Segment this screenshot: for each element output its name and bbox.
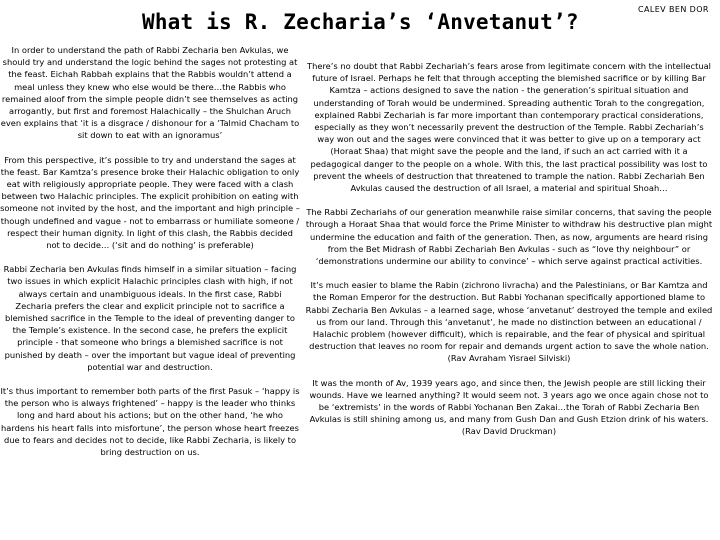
left-paragraph-1: In order to understand the path of Rabbi Zecharia ben Avkulas, we should try and understand the logic behind the sages not protesting at the feast. Eichah Rabbah explains that the Rabbis wouldn’t attend a meal unless they knew who else would be there…the Rabbis who remained aloof from the simple people didn’t see themselves as acting arrogantly, but first and foremost Halachically – the Shulchan Aruch even explains that ‘it is a disgrace / dishonour for a ‘Talmid Chacham to sit down to eat with an ignoramus’ xyxy=(0,45,300,141)
left-paragraph-3: Rabbi Zecharia ben Avkulas finds himself in a similar situation – facing two issues in which explicit Halachic principles clash with high, if not always certain and unambiguous ideals. In the first case, Rabbi Zecharia prefers the clear and explicit principle not to sacrifice a blemished sacrifice in the Temple to the ideal of preventing danger to the Temple’s existence. In the second case, he prefers the explicit principle - that someone who brings a blemished sacrifice is not punished by death – over the important but vague ideal of preventing potential war and destruction. xyxy=(3,264,297,372)
author-name: CALEV BEN DOR xyxy=(638,5,709,14)
left-column xyxy=(0,44,300,470)
right-paragraph-2: The Rabbi Zechariahs of our generation meanwhile raise similar concerns, that saving the people through a Horaat Shaa that would force the Prime Minister to withdraw his destructive plan might undermine the education and faith of the generation. Then, as now, arguments are heard rising from the Bet Midrash of Rabbi Zechariah Ben Avkulas - such as “love thy neighbour” or ‘demonstrations undermine our ability to convince’ – which serve against practical activities. xyxy=(305,207,713,267)
page-title: What is R. Zecharia’s ‘Anvetanut’? xyxy=(142,10,579,34)
right-column xyxy=(305,60,713,450)
left-paragraph-2: From this perspective, it’s possible to try and understand the sages at the feast. Bar Kamtza’s presence broke their Halachic obligation to only eat with religiously appropriate people. They were faced with a clash between two Halachic principles. The explicit prohibition on eating with someone not invited by the host, and the important and high principle – though undefined and vague - not to embarrass or humiliate someone / respect their human dignity. In light of this clash, the Rabbis decided not to decide… (‘sit and do nothing’ is preferable) xyxy=(0,154,300,251)
right-paragraph-4: It was the month of Av, 1939 years ago, and since then, the Jewish people are still licking their wounds. Have we learned anything? It would seem not. 3 years ago we once again chose not to be ‘extremists’ in the words of Rabbi Yochanan Ben Zakai…the Torah of Rabbi Zecharia Ben Avkulas is still shining among us, and many from Gush Dan and Gush Etzion drink of his waters. (Rav David Druckman) xyxy=(309,377,709,437)
right-paragraph-1: There’s no doubt that Rabbi Zechariah’s fears arose from legitimate concern with the intellectual future of Israel. Perhaps he felt that through accepting the blemished sacrifice or by killing Bar Kamtza – actions designed to save the nation - the generation’s spiritual situation and understanding of Torah would be undermined. Spreading authentic Torah to the congregation, explained Rabbi Zechariah is far more important than contemporary practical considerations, especially as they won’t necessarily prevent the destruction of the Temple. Rabbi Zechariah’s way won out and the sages were convinced that it was better to give up on a temporary act (Horaat Shaa) that might save the people and the land, if such an act carried with it a pedagogical danger to the people on a whole. With this, the last practical possibility was lost to prevent the wheels of destruction that threatened to trample the nation. Rabbi Zechariah Ben Avkulas caused the destruction of all Israel, a material and spiritual Shoah… xyxy=(307,61,711,194)
right-paragraph-3: It’s much easier to blame the Rabin (zichrono livracha) and the Palestinians, or Bar Kamtza and the Roman Emperor for the destruction. But Rabbi Yochanan specifically apportioned blame to Rabbi Zecharia Ben Avkulas – a learned sage, whose ‘anvetanut’ destroyed the temple and exiled us from our land. Through this ‘anvetanut’, he made no distinction between an educational / Halachic problem (however difficult), which is repairable, and the fear of physical and spiritual destruction that leaves no room for repair and demands urgent action to save the whole nation. (Rav Avraham Yisrael Silviski) xyxy=(305,280,713,364)
left-paragraph-4: It’s thus important to remember both parts of the first Pasuk – ‘happy is the person who is always frightened’ – happy is the leader who thinks long and hard about his actions; but on the other hand, ‘he who hardens his heart falls into misfortune’, the person whose heart freezes due to fears and decides not to decide, like Rabbi Zecharia, is likely to bring destruction on us. xyxy=(0,386,300,458)
